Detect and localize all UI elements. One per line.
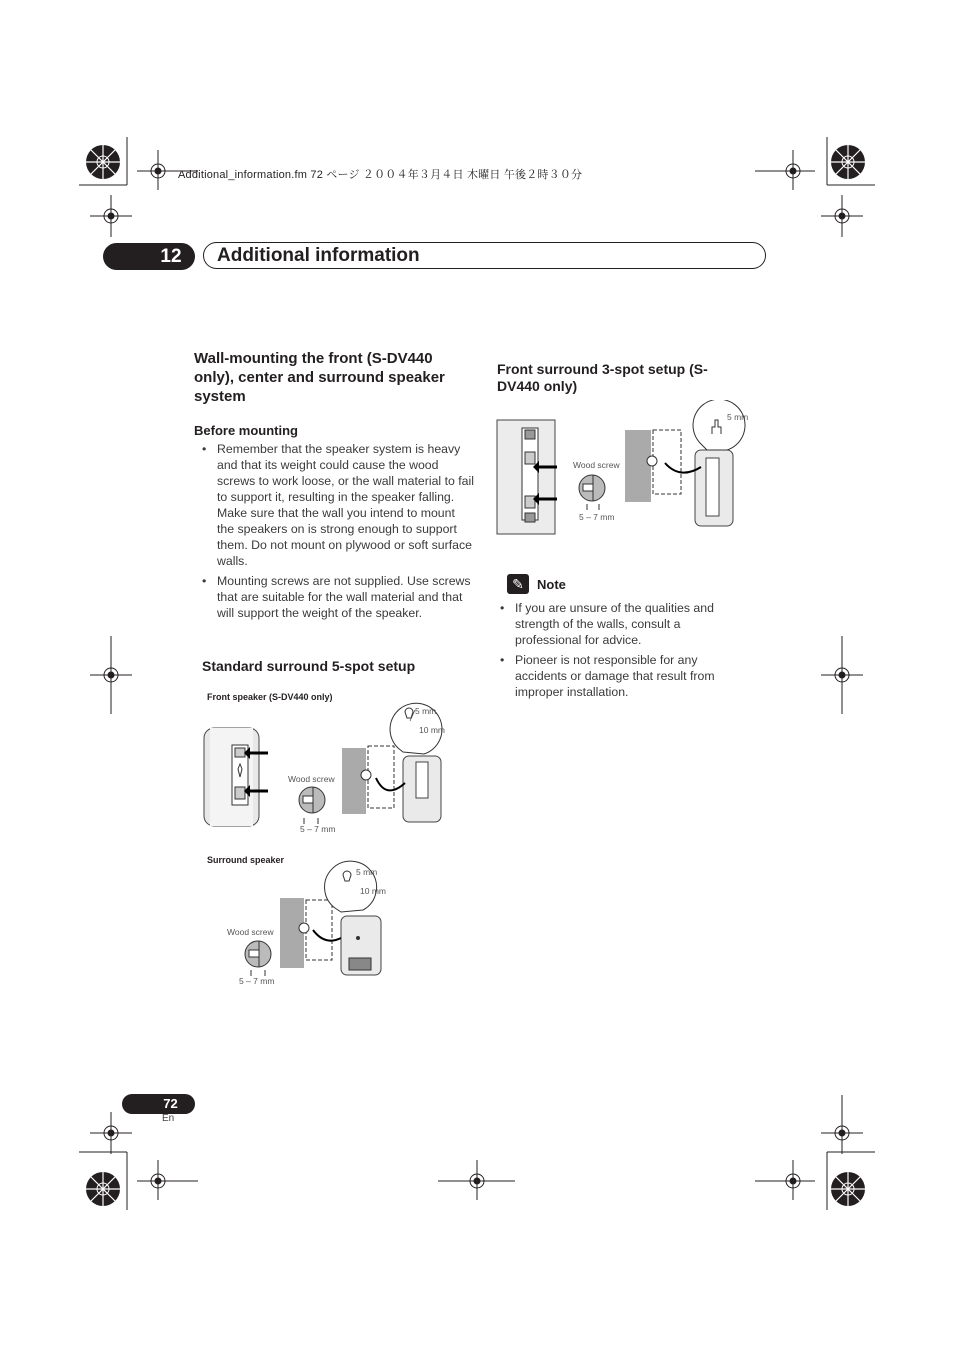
before-mounting-heading: Before mounting	[194, 423, 298, 438]
standard-setup-heading: Standard surround 5-spot setup	[202, 658, 416, 674]
front-speaker-caption: Front speaker (S-DV440 only)	[207, 692, 333, 702]
left-column	[194, 349, 474, 625]
front3-dim-5mm: 5 mm	[727, 412, 749, 422]
surround-screw-range-label: 5 – 7 mm	[239, 976, 275, 986]
surround-wood-screw-label: Wood screw	[227, 927, 274, 937]
page-number-badge	[122, 1094, 195, 1114]
front3-heading: Front surround 3-spot setup (S-DV440 only)	[497, 361, 708, 394]
front3-heading-wrap	[497, 361, 727, 395]
note-body	[492, 600, 747, 704]
front3-screw-range-label: 5 – 7 mm	[579, 512, 615, 522]
front3-figure	[495, 400, 760, 538]
surround-dim-5mm: 5 mm	[356, 867, 378, 877]
front-dim-10mm: 10 mm	[419, 725, 445, 735]
chapter-number-badge	[103, 243, 195, 270]
page-number: 72	[163, 1096, 178, 1111]
surround-speaker-caption: Surround speaker	[207, 855, 285, 865]
front3-wood-screw-label: Wood screw	[573, 460, 620, 470]
surround-dim-10mm: 10 mm	[360, 886, 386, 896]
list-item: • Pioneer is not responsible for any accidents or damage that result from improper installation.	[492, 652, 747, 700]
note-list	[492, 600, 747, 700]
standard-setup-heading-wrap	[202, 658, 415, 675]
chapter-title: Additional information	[217, 245, 420, 266]
list-item: • If you are unsure of the qualities and strength of the walls, consult a professional for advice.	[492, 600, 747, 648]
front-dim-5mm: 5 mm	[415, 706, 437, 716]
front-wood-screw-label: Wood screw	[288, 774, 335, 784]
chapter-number: 12	[160, 246, 182, 267]
list-item: • Mounting screws are not supplied. Use screws that are suitable for the wall material and that will support the weight of the speaker.	[194, 573, 474, 621]
before-mounting-list	[194, 441, 474, 621]
list-item: • Remember that the speaker system is heavy and that its weight could cause the wood screws to work loose, or the wall material to fail to support it, resulting in the speaker falling. Make sure that the wall you intend to mount the speakers on is strong enough to support them. Do not mount on plywood or soft surface walls.	[194, 441, 474, 569]
note-heading-wrap	[537, 577, 566, 593]
pencil-icon: ✎	[507, 574, 529, 594]
file-header: Additional_information.fm 72 ページ ２００４年３月４日 木曜日 午後２時３０分	[178, 169, 583, 181]
section-title: Wall-mounting the front (S-DV440 only), center and surround speaker system	[194, 350, 445, 405]
note-heading: Note	[537, 577, 566, 592]
front-screw-range-label: 5 – 7 mm	[300, 824, 336, 834]
front-speaker-figure	[200, 700, 460, 835]
page-language: En	[162, 1113, 175, 1124]
